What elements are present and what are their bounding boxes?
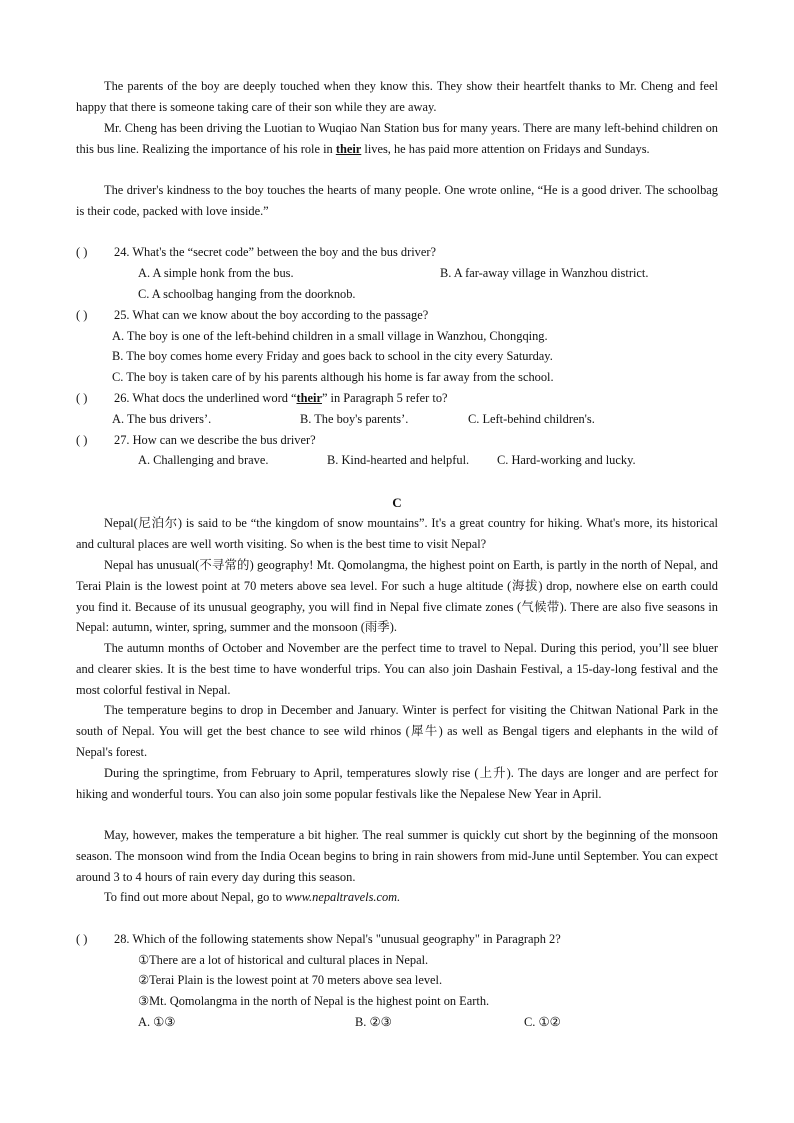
answer-blank[interactable]: ( ): [76, 433, 88, 447]
passage-c-paragraph-5: During the springtime, from February to April, temperatures slowly rise (上升). The days are longer and are perfect for hiking and wonderful tours. You can also join some popular festivals like the Nepalese New Year in April.: [76, 766, 718, 801]
question-28-option-b: B. ②③: [355, 1015, 392, 1029]
question-27-text: 27. How can we describe the bus driver?: [114, 433, 316, 447]
question-28-option-c: C. ①②: [524, 1015, 561, 1029]
paragraph-2-text-before: Mr. Cheng has been driving the Luotian to Wuqiao Nan Station bus for many years. There are many left-behind children on this bus line. Realizing the importance of his role in: [76, 121, 718, 156]
question-24-text: 24. What's the “secret code” between the boy and the bus driver?: [114, 245, 436, 259]
underlined-word-their: their: [335, 141, 362, 156]
underlined-word-their: their: [296, 391, 322, 405]
paragraph-7-text: To find out more about Nepal, go to: [104, 890, 286, 904]
passage-c-paragraph-7: [76, 887, 718, 908]
question-27-option-b: B. Kind-hearted and helpful.: [327, 453, 470, 467]
question-26-option-a: A. The bus drivers’.: [112, 412, 212, 426]
question-28-statement-3: ③Mt. Qomolangma in the north of Nepal is the highest point on Earth.: [138, 994, 490, 1008]
question-28-option-a: A. ①③: [138, 1015, 176, 1029]
question-27-option-a: A. Challenging and brave.: [138, 453, 269, 467]
question-24-option-b: B. A far-away village in Wanzhou district.: [440, 266, 649, 280]
question-26-text-after: ” in Paragraph 5 refer to?: [321, 391, 448, 405]
answer-blank[interactable]: ( ): [76, 391, 88, 405]
question-28-statement-1: ①There are a lot of historical and cultural places in Nepal.: [138, 953, 429, 967]
question-25-option-a: A. The boy is one of the left-behind children in a small village in Wanzhou, Chongqing.: [112, 329, 548, 343]
passage-c-heading: C: [392, 495, 402, 510]
question-25-stem: [76, 305, 428, 326]
question-26-stem: [76, 388, 448, 409]
question-25-text: 25. What can we know about the boy according to the passage?: [114, 308, 429, 322]
question-28-text: 28. Which of the following statements show Nepal's "unusual geography" in Paragraph 2?: [114, 932, 561, 946]
question-26-option-c: C. Left-behind children's.: [468, 412, 595, 426]
passage-c-paragraph-6: May, however, makes the temperature a bit higher. The real summer is quickly cut short by the beginning of the monsoon season. The monsoon wind from the India Ocean begins to bring in rain showers from mid-June until September. You can expect around 3 to 4 hours of rain every day during this season.: [76, 828, 718, 884]
passage-b-paragraph-2: [76, 118, 718, 160]
passage-c-paragraph-2: Nepal has unusual(不寻常的) geography! Mt. Qomolangma, the highest point on Earth, is partly in the north of Nepal, and Terai Plain is the lowest point at 70 meters above sea level. For such a huge altitude (海拔) drop, nowhere else on earth could you find it. Because of its unusual geography, you will find in Nepal five climate zones (气候带). There are also five seasons in Nepal: autumn, winter, spring, summer and the monsoon (雨季).: [76, 558, 718, 635]
passage-c-paragraph-4: The temperature begins to drop in December and January. Winter is perfect for visiting the Chitwan National Park in the south of Nepal. You will get the best chance to see wild rhinos (犀牛) as well as Bengal tigers and elephants in the wild of Nepal's forest.: [76, 703, 718, 759]
passage-c-paragraph-3: The autumn months of October and November are the perfect time to travel to Nepal. During this period, you’ll see bluer and clearer skies. It is the best time to have wonderful trips. You can also join Dashain Festival, a 15-day-long festival and the most colorful festival in Nepal.: [76, 641, 718, 697]
answer-blank[interactable]: ( ): [76, 245, 88, 259]
question-28-stem: [76, 929, 561, 950]
question-25-option-b: B. The boy comes home every Friday and goes back to school in the city every Saturday.: [112, 349, 553, 363]
question-24-option-a: A. A simple honk from the bus.: [138, 266, 294, 280]
passage-b-paragraph-1: The parents of the boy are deeply touched when they know this. They show their heartfelt thanks to Mr. Cheng and feel happy that there is someone taking care of their son while they are away.: [76, 79, 718, 114]
passage-c-paragraph-1: Nepal(尼泊尔) is said to be “the kingdom of snow mountains”. It's a great country for hiking. What's more, its historical and cultural places are well worth visiting. So when is the best time to visit Nepal?: [76, 516, 718, 551]
question-27-option-c: C. Hard-working and lucky.: [497, 453, 636, 467]
passage-b-paragraph-3: The driver's kindness to the boy touches the hearts of many people. One wrote online, “He is a good driver. The schoolbag is their code, packed with love inside.”: [76, 183, 718, 218]
question-28-statement-2: ②Terai Plain is the lowest point at 70 meters above sea level.: [138, 973, 443, 987]
answer-blank[interactable]: ( ): [76, 308, 88, 322]
question-25-option-c: C. The boy is taken care of by his parents although his home is far away from the school.: [112, 370, 554, 384]
question-27-stem: [76, 430, 316, 451]
website-link[interactable]: www.nepaltravels.com.: [285, 890, 401, 904]
question-26-option-b: B. The boy's parents’.: [300, 412, 409, 426]
question-24-stem: [76, 242, 436, 263]
paragraph-2-text-after: lives, he has paid more attention on Fridays and Sundays.: [361, 141, 650, 156]
answer-blank[interactable]: ( ): [76, 932, 88, 946]
question-24-option-c: C. A schoolbag hanging from the doorknob.: [138, 287, 356, 301]
question-26-text-before: 26. What docs the underlined word “: [114, 391, 297, 405]
